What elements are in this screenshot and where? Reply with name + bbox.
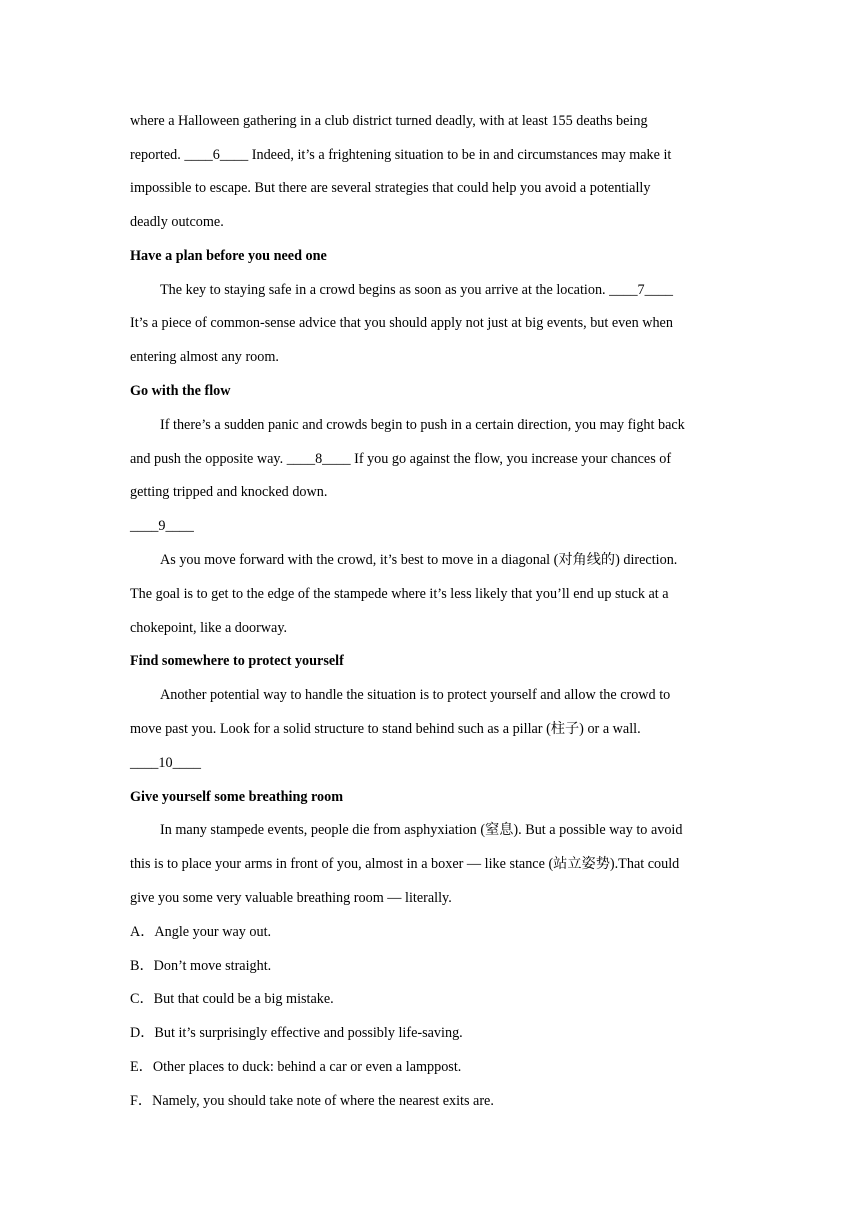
text-line: move past you. Look for a solid structure to stand behind such as a pillar (柱子) or a wall.: [130, 721, 641, 737]
text-fragment: Indeed, it’s a frightening situation to be in and circumstances may make it: [248, 147, 672, 163]
option-d: D．But it’s surprisingly effective and possibly life-saving.: [130, 1025, 463, 1041]
text-line: where a Halloween gathering in a club district turned deadly, with at least 155 deaths being: [130, 113, 648, 129]
text-line: [130, 139, 671, 173]
text-line: getting tripped and knocked down.: [130, 484, 328, 500]
text-fragment: If you go against the flow, you increase your chances of: [350, 451, 672, 467]
text-fragment: and push the opposite way.: [130, 451, 287, 467]
section-heading: Go with the flow: [130, 383, 231, 399]
blank-6[interactable]: ____6____: [184, 147, 249, 163]
text-line: deadly outcome.: [130, 214, 224, 230]
text-line: As you move forward with the crowd, it’s best to move in a diagonal (对角线的) direction.: [160, 552, 678, 568]
blank-9[interactable]: ____9____: [130, 518, 194, 534]
option-f: F．Namely, you should take note of where the nearest exits are.: [130, 1093, 494, 1109]
option-a: A．Angle your way out.: [130, 924, 272, 940]
text-line: Another potential way to handle the situation is to protect yourself and allow the crowd to: [160, 687, 671, 703]
option-b: B．Don’t move straight.: [130, 958, 272, 974]
text-line: [160, 274, 673, 308]
text-line: It’s a piece of common-sense advice that you should apply not just at big events, but even when: [130, 315, 673, 331]
section-heading: Give yourself some breathing room: [130, 789, 344, 805]
text-line: In many stampede events, people die from asphyxiation (窒息). But a possible way to avoid: [160, 822, 683, 838]
text-line: chokepoint, like a doorway.: [130, 620, 288, 636]
text-line: If there’s a sudden panic and crowds begin to push in a certain direction, you may fight back: [160, 417, 685, 433]
option-e: E．Other places to duck: behind a car or even a lamppost.: [130, 1059, 462, 1075]
text-line: The goal is to get to the edge of the stampede where it’s less likely that you’ll end up stuck at a: [130, 586, 669, 602]
section-heading: Find somewhere to protect yourself: [130, 653, 344, 669]
text-fragment: The key to staying safe in a crowd begins as soon as you arrive at the location.: [160, 282, 610, 298]
text-fragment: reported.: [130, 147, 185, 163]
text-line: [130, 443, 671, 477]
text-line: this is to place your arms in front of you, almost in a boxer — like stance (站立姿势).That could: [130, 856, 680, 872]
text-line: entering almost any room.: [130, 349, 279, 365]
option-c: C．But that could be a big mistake.: [130, 991, 334, 1007]
blank-7[interactable]: ____7____: [609, 282, 673, 298]
text-line: give you some very valuable breathing room — literally.: [130, 890, 452, 906]
blank-10[interactable]: ____10____: [130, 755, 201, 771]
blank-8[interactable]: ____8____: [286, 451, 351, 467]
text-line: impossible to escape. But there are several strategies that could help you avoid a potentially: [130, 180, 651, 196]
section-heading: Have a plan before you need one: [130, 248, 327, 264]
